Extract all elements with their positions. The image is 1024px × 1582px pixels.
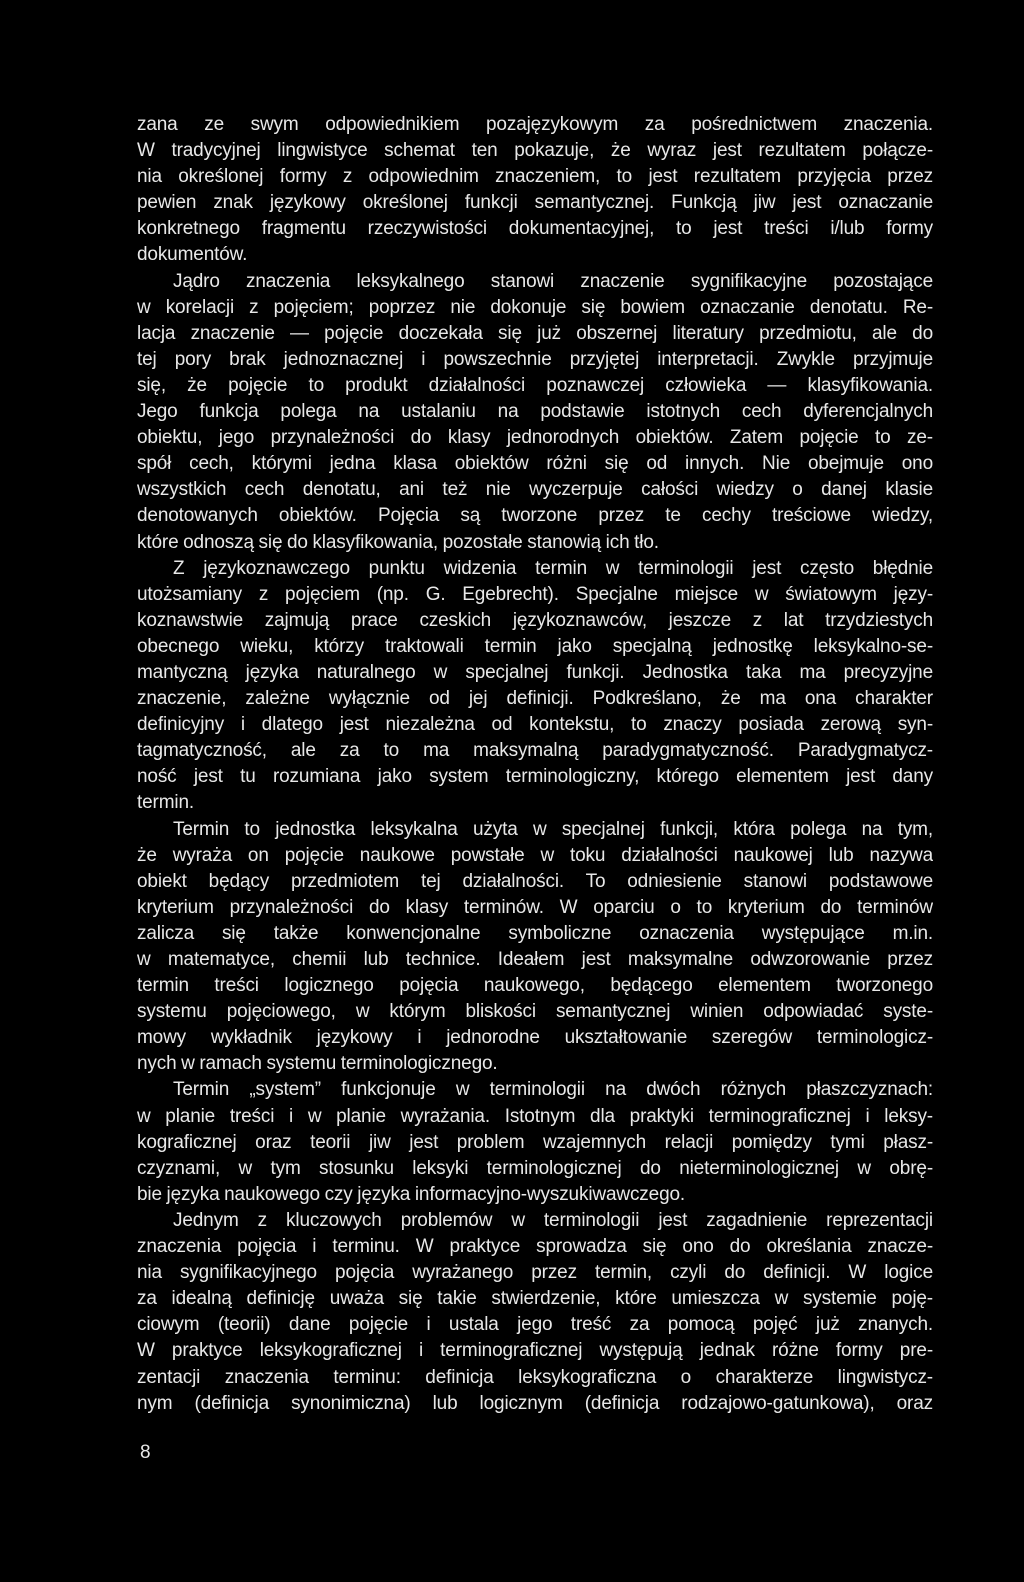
text-line: Jednym z kluczowych problemów w terminologii jest zagadnienie reprezentacji: [173, 1209, 933, 1231]
text-line: się, że pojęcie to produkt działalności poznawczej człowieka — klasyfikowania.: [137, 374, 933, 396]
text-line: termin.: [137, 792, 195, 814]
text-line: Jądro znaczenia leksykalnego stanowi znaczenie sygnifikacyjne pozostające: [173, 270, 933, 292]
text-line: pewien znak językowy określonej funkcji semantycznej. Funkcją jiw jest oznaczanie: [137, 192, 933, 214]
text-line: zana ze swym odpowiednikiem pozajęzykowym za pośrednictwem znaczenia.: [137, 114, 933, 135]
page-number: 8: [140, 1442, 151, 1463]
text-line: obecnego wieku, którzy traktowali termin jako specjalną jednostkę leksykalno-se-: [137, 635, 933, 657]
text-line: mowy wykładnik językowy i jednorodne ukształtowanie szeregów terminologicz-: [137, 1027, 933, 1049]
text-line: nia sygnifikacyjnego pojęcia wyrażanego przez termin, czyli do definicji. W logice: [137, 1262, 933, 1284]
text-line: wszystkich cech denotatu, ani też nie wyczerpuje całości wiedzy o danej klasie: [137, 479, 933, 501]
text-line: w matematyce, chemii lub technice. Ideałem jest maksymalne odwzorowanie przez: [137, 949, 933, 970]
text-line: lacja znaczenie — pojęcie doczekała się już obszernej literatury przedmiotu, ale do: [137, 322, 933, 344]
text-line: utożsamiany z pojęciem (np. G. Egebrecht). Specjalne miejsce w światowym języ-: [137, 583, 933, 605]
text-line: znaczenie, zależne wyłącznie od jej definicji. Podkreślano, że ma ona charakter: [137, 688, 933, 710]
text-line: tej pory brak jednoznacznej i powszechnie przyjętej interpretacji. Zwykle przyjmuje: [137, 348, 933, 370]
text-line: tagmatyczność, ale za to ma maksymalną paradygmatyczność. Paradygmatycz-: [137, 740, 933, 762]
text-line: denotowanych obiektów. Pojęcia są tworzone przez te cechy treściowe wiedzy,: [137, 505, 933, 527]
text-line: obiektu, jego przynależności do klasy jednorodnych obiektów. Zatem pojęcie to ze-: [137, 427, 933, 449]
text-line: nym (definicja synonimiczna) lub logicznym (definicja rodzajowo-gatunkowa), oraz: [137, 1392, 933, 1414]
text-line: za idealną definicję uważa się takie stwierdzenie, które umieszcza w systemie poję-: [137, 1288, 933, 1310]
text-line: Termin to jednostka leksykalna użyta w specjalnej funkcji, która polega na tym,: [173, 818, 933, 840]
text-line: spół cech, którymi jedna klasa obiektów różni się od innych. Nie obejmuje ono: [137, 453, 933, 475]
text-line: Jego funkcja polega na ustalaniu na podstawie istotnych cech dyferencjalnych: [137, 401, 933, 423]
text-line: Z językoznawczego punktu widzenia termin w terminologii jest często błędnie: [173, 557, 933, 579]
text-line: W tradycyjnej lingwistyce schemat ten pokazuje, że wyraz jest rezultatem połącze-: [137, 140, 933, 162]
text-line: zentacji znaczenia terminu: definicja leksykograficzna o charakterze lingwistycz-: [137, 1366, 933, 1388]
text-line: że wyraża on pojęcie naukowe powstałe w toku działalności naukowej lub nazywa: [137, 844, 933, 866]
text-line: Termin „system” funkcjonuje w terminologii na dwóch różnych płaszczyznach:: [173, 1079, 933, 1101]
text-line: zalicza się także konwencjonalne symboliczne oznaczenia występujące m.in.: [137, 922, 933, 944]
text-line: w planie treści i w planie wyrażania. Istotnym dla praktyki terminograficznej i leksy-: [137, 1105, 933, 1127]
text-line: w korelacji z pojęciem; poprzez nie dokonuje się bowiem oznaczanie denotatu. Re-: [137, 296, 933, 318]
text-line: obiekt będący przedmiotem tej działalności. To odniesienie stanowi podstawowe: [137, 870, 933, 892]
text-line: kograficznej oraz teorii jiw jest problem wzajemnych relacji pomiędzy tymi płasz-: [137, 1131, 933, 1153]
text-line: bie języka naukowego czy języka informacyjno-wyszukiwawczego.: [137, 1183, 686, 1205]
body-text: [137, 112, 933, 1417]
text-line: dokumentów.: [137, 244, 248, 266]
text-line: znaczenia pojęcia i terminu. W praktyce sprowadza się ono do określania znacze-: [137, 1236, 933, 1258]
text-line: W praktyce leksykograficznej i terminograficznej występują jednak różne formy pre-: [137, 1340, 933, 1362]
text-line: konkretnego fragmentu rzeczywistości dokumentacyjnej, to jest treści i/lub formy: [137, 218, 933, 240]
text-line: systemu pojęciowego, w którym bliskości semantycznej winien odpowiadać syste-: [137, 1001, 933, 1023]
text-line: czyznami, w tym stosunku leksyki terminologicznej do nieterminologicznej w obrę-: [137, 1157, 933, 1179]
text-line: ciowym (teorii) dane pojęcie i ustala jego treść za pomocą pojęć już znanych.: [137, 1314, 933, 1336]
text-line: definicyjny i dlatego jest niezależna od kontekstu, to znaczy posiada zerową syn-: [137, 714, 933, 736]
text-line: kryterium przynależności do klasy terminów. W oparciu o to kryterium do terminów: [137, 896, 933, 918]
text-line: termin treści logicznego pojęcia naukowego, będącego elementem tworzonego: [137, 975, 933, 997]
text-line: ność jest tu rozumiana jako system terminologiczny, którego elementem jest dany: [137, 766, 933, 788]
text-line: które odnoszą się do klasyfikowania, pozostałe stanowią ich tło.: [137, 531, 659, 553]
text-line: nych w ramach systemu terminologicznego.: [137, 1053, 498, 1075]
text-line: mantyczną języka naturalnego w specjalnej funkcji. Jednostka taka ma precyzyjne: [137, 661, 933, 683]
text-line: koznawstwie zajmują prace czeskich językoznawców, jeszcze z lat trzydziestych: [137, 609, 933, 631]
text-line: nia określonej formy z odpowiednim znaczeniem, to jest rezultatem przyjęcia przez: [137, 166, 933, 188]
